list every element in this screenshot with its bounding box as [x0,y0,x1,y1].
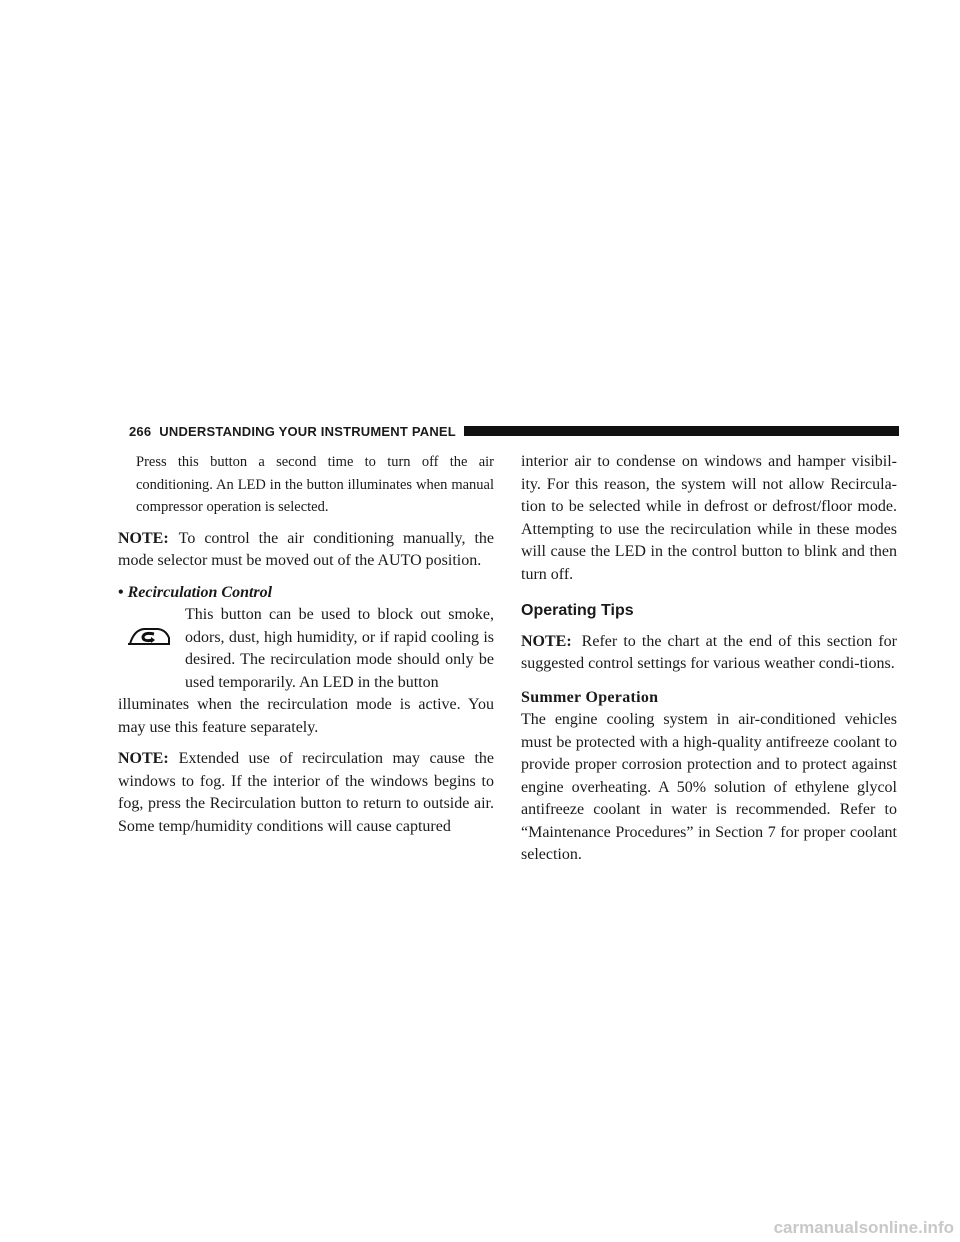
note-label: NOTE: [521,632,572,650]
note-label: NOTE: [118,529,169,547]
recirc-heading [118,582,494,605]
right-column [521,451,897,867]
header-rule [464,426,899,436]
page-header [129,422,899,440]
watermark: carmanualsonline.info [773,1218,954,1237]
recirc-continued-text: illuminates when the recirculation mode is active. You may use this feature separately. [118,696,494,736]
note-text: Extended use of recirculation may cause the windows to fog. If the interior of the windows begins to fog, press the Recirculation button to return to outside air. Some temp/humidity conditions will cause captured [118,750,494,835]
recirc-wrap-text: This button can be used to block out smoke, odors, dust, high humidity, or if rapid cooling is desired. The recirculation mode should only be used temporarily. An LED in the button [185,606,494,691]
recirculation-icon [126,624,172,650]
operating-tips-heading: Operating Tips [521,602,634,619]
ac-off-paragraph: Press this button a second time to turn off the air conditioning. An LED in the button illuminates when manual compressor operation is selected. [136,454,494,515]
note-recirc-fog [118,748,494,838]
left-column [118,451,494,838]
summer-operation-text: The engine cooling system in air-conditioned vehicles must be protected with a high-quality antifreeze coolant to provide proper corrosion protection and to protect against engine overheating. A 50% solution of ethylene glycol antifreeze coolant in water is recommended. Refer to “Maintenance Procedures” in Section 7 for proper coolant selection. [521,711,897,863]
note-manual-ac [118,528,494,573]
recirc-continued-paragraph: interior air to condense on windows and hamper visibil-ity. For this reason, the system will not allow Recircula-tion to be selected while in defrost or defrost/floor mode. Attempting to use the recirculation while in these modes will cause the LED in the control button to blink and then turn off. [521,453,897,583]
bullet: • [118,583,124,601]
summer-operation-heading: Summer Operation [521,688,659,706]
note-label: NOTE: [118,750,169,767]
recirc-heading-text: Recirculation Control [127,583,273,601]
page-number: 266 [129,423,152,439]
section-title: UNDERSTANDING YOUR INSTRUMENT PANEL [159,423,456,439]
note-chart [521,631,897,676]
note-text: To control the air conditioning manually, the mode selector must be moved out of the AUTO position. [118,529,494,569]
recirc-description [118,604,494,694]
note-text: Refer to the chart at the end of this section for suggested control settings for various weather condi-tions. [521,632,897,672]
